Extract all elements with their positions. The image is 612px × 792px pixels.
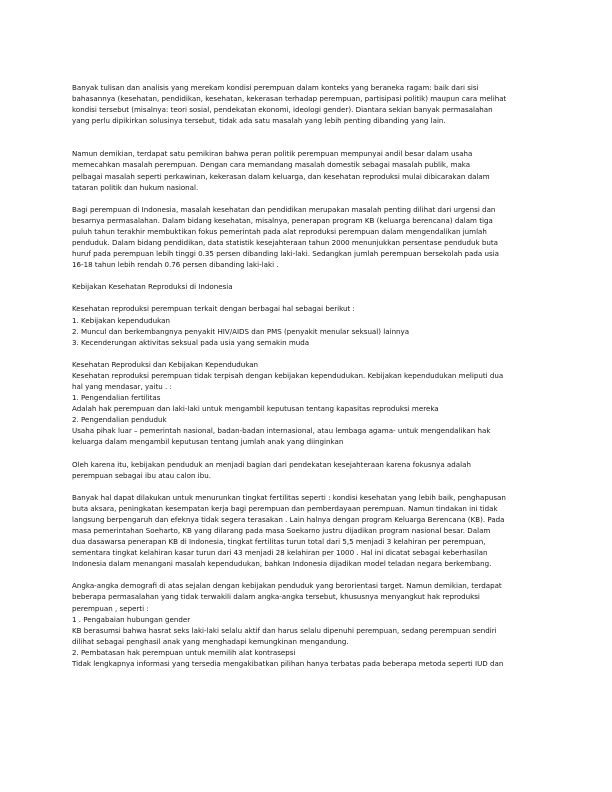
text-line: beberapa permasalahan yang tidak terwakili dalam angka-angka tersebut, khususnya menyangkut hak reproduksi	[72, 592, 480, 602]
text-line: hal yang mendasar, yaitu . :	[72, 381, 172, 391]
text-line: 1 . Pengabaian hubungan gender	[72, 614, 191, 624]
paragraph	[71, 281, 541, 292]
text-line: Tidak lengkapnya informasi yang tersedia mengakibatkan pilihan hanya terbatas pada beberapa metoda seperti IUD dan	[72, 659, 504, 669]
paragraph	[71, 580, 541, 669]
text-line: Bagi perempuan di Indonesia, masalah kesehatan dan pendidikan merupakan masalah penting dilihat dari urgensi dan	[72, 204, 496, 214]
text-line: Indonesia dalam menangani masalah kependudukan, bahkan Indonesia dijadikan model teladan negara berkembang.	[72, 559, 492, 569]
text-line: perempuan sebagai ibu atau calon ibu.	[72, 470, 211, 480]
text-line: dilihat sebagai penghasil anak yang menghadapi kemungkinan mengandung.	[72, 636, 349, 646]
text-line: Usaha pihak luar – pemerintah nasional, badan-badan internasional, atau lembaga agama- untuk mengendalikan hak	[72, 426, 491, 436]
text-line: Kesehatan reproduksi perempuan tidak terpisah dengan kebijakan kependudukan. Kebijakan kependudukan meliputi dua	[72, 370, 504, 380]
text-line: langsung berpengaruh dan efeknya tidak segera terasakan . Lain halnya dengan program Keluarga Berencana (KB). Pada	[72, 514, 505, 524]
text-line: Banyak hal dapat dilakukan untuk menurunkan tingkat fertilitas seperti : kondisi kesehatan yang lebih baik, penghapusan	[72, 492, 506, 502]
text-line: sementara tingkat kelahiran kasar turun dari 43 menjadi 28 kelahiran per 1000 . Hal ini dicatat sebagai keberhasilan	[72, 548, 488, 558]
text-line: Adalah hak perempuan dan laki-laki untuk mengambil keputusan tentang kapasitas reproduksi mereka	[72, 404, 439, 414]
text-line: 1. Kebijakan kependudukan	[72, 315, 170, 325]
paragraph	[71, 359, 541, 448]
text-line: kondisi tersebut (misalnya: teori sosial, pendekatan ekonomi, ideologi gender). Diantara sekian banyak permasalahan	[72, 105, 493, 115]
paragraph	[71, 82, 541, 126]
text-line: 2. Pengendalian penduduk	[72, 415, 167, 425]
text-line: keluarga dalam mengambil keputusan tentang jumlah anak yang diinginkan	[72, 437, 344, 447]
text-line: masa pemerintahan Soeharto, KB yang dilarang pada masa Soekarno justru dijadikan program nasional besar. Dalam	[72, 526, 491, 535]
paragraph	[71, 459, 541, 481]
text-line: 1. Pengendalian fertilitas	[72, 393, 161, 403]
text-line: Kebijakan Kesehatan Reproduksi di Indonesia	[72, 282, 233, 292]
text-line: tataran politik dan hukum nasional.	[72, 182, 199, 192]
text-line: memecahkan masalah perempuan. Dengan cara memandang masalah domestik sebagai masalah publik, maka	[72, 160, 471, 170]
text-line: besarnya permasalahan. Dalam bidang kesehatan, misalnya, penerapan program KB (keluarga berencana) dalam tiga	[72, 215, 493, 225]
text-line: huruf pada perempuan lebih tinggi 0.35 persen dibanding laki-laki. Sedangkan jumlah perempuan bersekolah pada usia	[72, 249, 500, 259]
text-line: yang perlu dipikirkan solusinya tersebut, tidak ada satu masalah yang lebih penting dibanding yang lain.	[72, 116, 446, 126]
text-line: perempuan , seperti :	[72, 603, 149, 613]
text-line: Kesehatan Reproduksi dan Kebijakan Kependudukan	[72, 359, 259, 369]
paragraph	[71, 492, 541, 570]
text-line: 2. Muncul dan berkembangnya penyakit HIV/AIDS dan PMS (penyakit menular seksual) lainnya	[72, 326, 410, 336]
text-line: 16-18 tahun lebih rendah 0.76 persen dibanding laki-laki .	[72, 260, 279, 270]
text-line: buta aksara, peningkatan kesempatan kerja bagi perempuan dan pemberdayaan perempuan. Namun tindakan ini tidak	[72, 503, 498, 513]
text-line: Kesehatan reproduksi perempuan terkait dengan berbagai hal sebagai berikut :	[72, 304, 355, 314]
document-body	[71, 82, 541, 680]
text-line: KB berasumsi bahwa hasrat seks laki-laki selalu aktif dan harus selalu dipenuhi perempuan, sedang perempuan sendiri	[72, 625, 497, 635]
text-line: 3. Kecenderungan aktivitas seksual pada usia yang semakin muda	[72, 337, 310, 347]
paragraph	[71, 204, 541, 271]
text-line: pelbagai masalah seperti perkawinan, kekerasan dalam keluarga, dan kesehatan reproduksi mulai dibicarakan dalam	[72, 171, 490, 181]
text-line: Banyak tulisan dan analisis yang merekam kondisi perempuan dalam konteks yang beraneka ragam: baik dari sisi	[72, 83, 479, 92]
text-line: penduduk. Dalam bidang pendidikan, data statistik kesejahteraan tahun 2000 menunjukkan persentase penduduk buta	[72, 238, 498, 248]
text-line: Namun demikian, terdapat satu pemikiran bahwa peran politik perempuan mempunyai andil besar dalam usaha	[72, 149, 473, 159]
paragraph	[71, 148, 541, 192]
paragraph	[71, 303, 541, 347]
text-line: bahasannya (kesehatan, pendidikan, kesehatan, kekerasan terhadap perempuan, partisipasi politik) maupun cara melihat	[72, 94, 507, 104]
text-line: Oleh karena itu, kebijakan penduduk an menjadi bagian dari pendekatan kesejahteraan karena fokusnya adalah	[72, 459, 471, 469]
text-line: 2. Pembatasan hak perempuan untuk memilih alat kontrasepsi	[72, 647, 296, 657]
text-line: puluh tahun terakhir membuktikan fokus pemerintah pada alat reproduksi perempuan dalam mengendalikan jumlah	[72, 226, 487, 236]
text-line: dua dasawarsa penerapan KB di Indonesia, tingkat fertilitas turun total dari 5,5 menjadi 3 kelahiran per perempuan,	[72, 537, 486, 547]
text-line: Angka-angka demografi di atas sejalan dengan kebijakan penduduk yang berorientasi target. Namun demikian, terdapat	[72, 581, 502, 591]
